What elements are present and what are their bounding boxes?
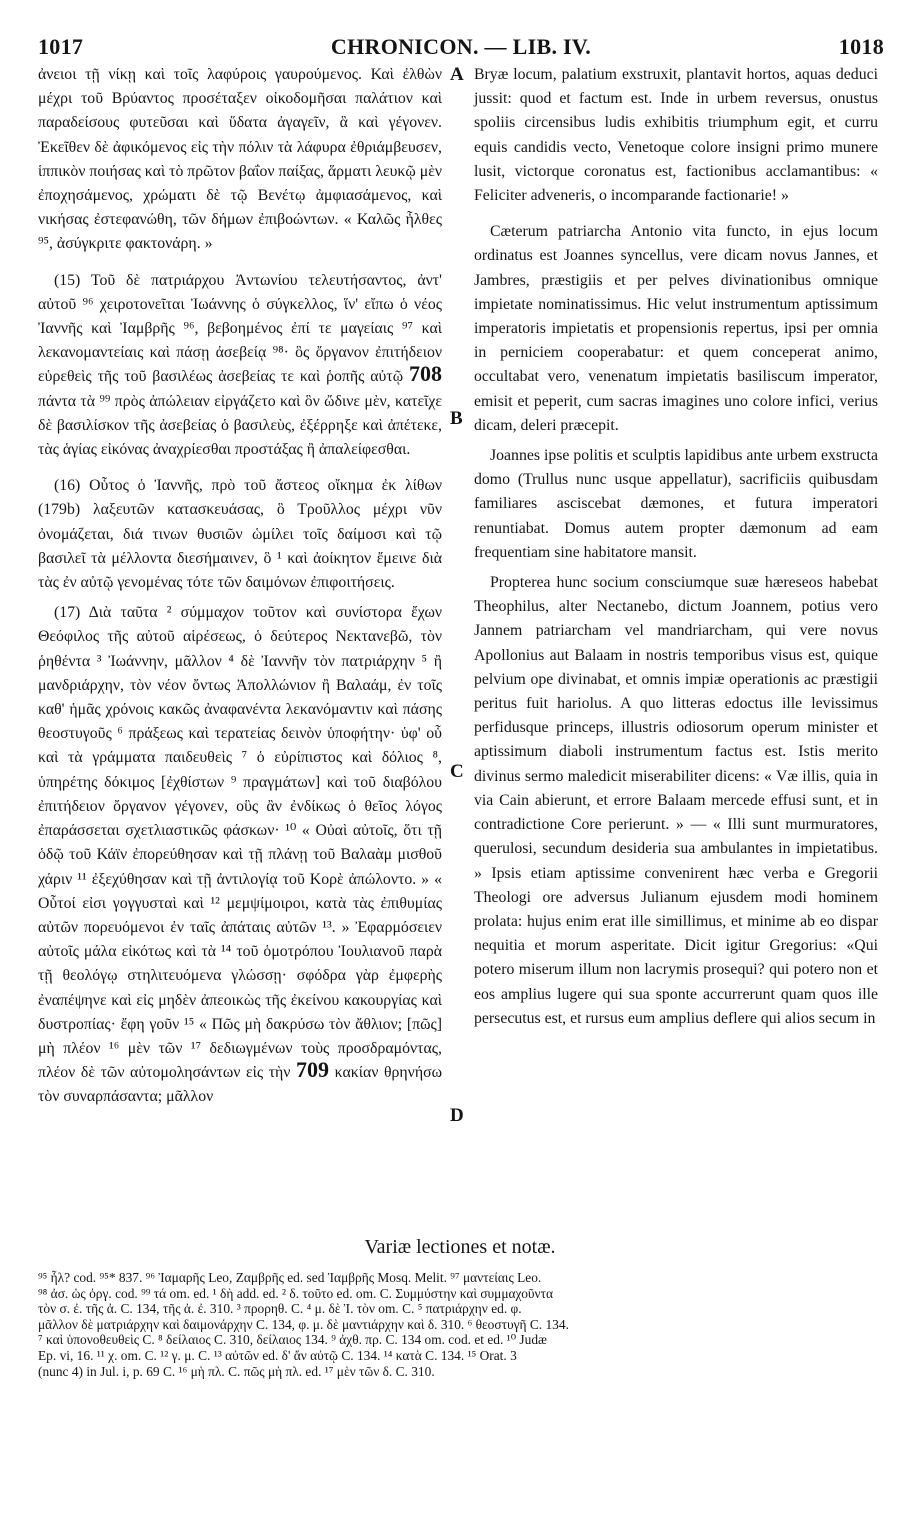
note-line-5: ⁷ καὶ ὑπονοθευθεὶς C. ⁸ δείλαιος C. 310, δείλαιος 134. ⁹ ἀχθ. πρ. C. 134 om. cod. et ed. ¹⁰ Judæ <box>38 1332 547 1348</box>
greek-paragraph-15 <box>38 269 442 463</box>
notes-title: Variæ lectiones et notæ. <box>364 1236 556 1258</box>
greek-paragraph-16: (16) Οὗτος ὁ Ἰαννῆς, πρὸ τοῦ ἄστεος οἴκημα ἐκ λίθων (179b) λαξευτῶν κατασκευάσας, ὃ Τροῦλλος μέχρι νῦν ὀνομάζεται, διά τινων θυσιῶν ὡμίλει τοῖς δαίμοσι καὶ τῷ βασιλεῖ τὰ μέλλοντα διεσήμαινεν, ὃ ¹ καὶ ἀοίκητον ἔμεινε διὰ τὰς ἐν αὐτῷ γενομένας τότε τῶν δαιμόνων ἐπιφοιτήσεις. <box>38 477 442 592</box>
greek-paragraph-17 <box>38 601 442 1109</box>
margin-letter-c: C <box>450 761 464 782</box>
latin-paragraph-2: Cæterum patriarcha Antonio vita functo, in ejus locum ordinatus est Joannes syncellus, vere dicam novus Jannes, et Jambres, præstigiis et per pelves divinationibus omnique impietate nominatissimus. Hic velut instrumentum aptissimum imperatoris impietatis et propensionis repertus, ipsi per omnia in perniciem cooperabatur: et quem conceperat animo, occultabat vero, venenatum impietatis basiliscum imperator, emisit et peperit, cum sacras imagines uno colore infici, verius dicam, deleri præcepit. <box>474 223 878 434</box>
note-line-7: (nunc 4) in Jul. i, p. 69 C. ¹⁶ μὴ πλ. C. πῶς μὴ πλ. ed. ¹⁷ μὲν τῶν δ. C. 310. <box>38 1363 435 1379</box>
variant-readings-notes <box>38 1270 884 1379</box>
latin-paragraph-3: Joannes ipse politis et sculptis lapidibus ante urbem exstructa domo (Trullus nunc usque appellatur), sacrificiis quibusdam familiares asciscebat dæmones, et futura imperatori renuntiabat. Domus autem propter dæmonum ad eam frequentiam sine habitatore mansit. <box>474 447 878 561</box>
greek-paragraph-17-part-2: κακίαν θρηνήσω τὸν συναρπάσαντα; μᾶλλον <box>38 1064 442 1106</box>
latin-column <box>474 63 878 1031</box>
running-title: CHRONICON. — LIB. IV. <box>330 34 592 59</box>
note-line-4: μᾶλλον δὲ ματριάρχην καὶ δαιμονάρχην C. 134, φ. μ. δὲ μαντιάρχην καὶ δ. 310. ⁶ θεοστυγῆ C. 134. <box>38 1316 569 1332</box>
note-line-2: ⁹⁸ ἀσ. ὡς ὀργ. cod. ⁹⁹ τά om. ed. ¹ δὴ add. ed. ² δ. τοῦτο ed. om. C. Συμμύστην καὶ συμμαχοῦντα <box>38 1285 553 1301</box>
page-number-left: 1017 <box>38 34 84 59</box>
greek-paragraph-15-part-1: (15) Τοῦ δὲ πατριάρχου Ἀντωνίου τελευτήσαντος, ἀντ' αὐτοῦ ⁹⁶ χειροτονεῖται Ἰωάννης ὁ σύγκελλος, ἵν' εἴπω ὁ νέος Ἰαννῆς καὶ Ἰαμβρῆς ⁹⁶, βεβοημένος ἐπί τε μαγείαις ⁹⁷ καὶ λεκανομαντείαις καὶ πάσῃ ἀσεβείᾳ ⁹⁸· ὃς ὄργανον ἐπιτήδειον εὑρεθεὶς τῆς τοῦ βασιλέως ἀσεβείας τε καὶ ῥοπῆς αὐτῷ <box>38 271 442 386</box>
note-line-1: ⁹⁵ ἦλ? cod. ⁹⁵* 837. ⁹⁶ Ἰαμαρῆς Leo, Ζαμβρῆς ed. sed Ἰαμβρῆς Mosq. Melit. ⁹⁷ μαντείαις Leo. <box>38 1270 542 1285</box>
column-number-709: 709 <box>296 1057 330 1083</box>
greek-paragraph-17-part-1: (17) Διὰ ταῦτα ² σύμμαχον τοῦτον καὶ συνίστορα ἔχων Θεόφιλος τῆς αὐτοῦ αἱρέσεως, ὁ δεύτερος Νεκτανεβῶ, τὸν ῥηθέντα ³ Ἰωάννην, μᾶλλον ⁴ δὲ Ἰαννῆν τὸν πατριάρχην ⁵ ἢ μανδριάρχην, τὸν νέον ὄντως Ἀπολλώνιον ἢ Βαλαάμ, ἐν τοῖς καθ' ἡμᾶς χρόνοις κακῶς ἀναφανέντα λεκανόμαντιν καὶ πάσης θεοστυγοῦς ⁶ πράξεως καὶ τερατείας δεινὸν ὑποφήτην· ὑφ' οὗ καὶ τὰ γράμματα παιδευθεὶς ⁷ ὁ εὐρίπιστος καὶ δόλιος ⁸, ὑπηρέτης δόκιμος [ἐχθίστων ⁹ πραγμάτων] καὶ τοῦ διαβόλου ἐπιτήδειον ὄργανον γέγονεν, οὓς ἂν ἐνδίκως ὁ θεῖος λόγος ἐπαράσσεται σχετλιαστικῶς φάσκων· ¹⁰ « Οὐαὶ αὐτοῖς, ὅτι τῇ ὁδῷ τοῦ Κάϊν ἐπορεύθησαν καὶ τῇ πλάνῃ τοῦ Βαλαὰμ μισθοῦ χάριν ¹¹ ἐξεχύθησαν καὶ τῇ ἀντιλογίᾳ τοῦ Κορὲ ἀπώλοντο. » « Οὗτοί εἰσι γογγυσταὶ καὶ ¹² μεμψίμοιροι, κατὰ τὰς ἐπιθυμίας αὐτῶν πορευόμενοι ἐν ταῖς ἀπάταις αὐτῶν ¹³. » Ἐφαρμόσειεν αὐτοῖς μάλα εἰκότως καὶ τὰ ¹⁴ τοῦ ὁμοτρόπου Ἰουλιανοῦ παρὰ τῇ θεολόγῳ στηλιτευόμενα γλώσσῃ· σφόδρα γὰρ ἐμφερὴς ἐναπέψηνε καὶ εἰς μηδὲν ἀπεοικὼς τῆς ἐκείνου κακουργίας καὶ δυστροπίας· ἔφη γοῦν ¹⁵ « Πῶς μὴ δακρύσω τὸν ἄθλιον; [πῶς] μὴ πλέον ¹⁶ μὲν τῶν ¹⁷ δεδιωγμένων τοὺς προσδραμόντας, πλέον δὲ τῶν αὐτομολησάντων εἰς τὴν <box>38 604 442 1082</box>
note-line-6: Ep. vi, 16. ¹¹ χ. om. C. ¹² γ. μ. C. ¹³ αὐτῶν ed. δ' ἄν αὐτῷ C. 134. ¹⁴ κατὰ C. 134. ¹⁵ Orat. 3 <box>38 1347 517 1363</box>
running-header <box>38 34 884 62</box>
greek-paragraph-1: ἀνειοι τῇ νίκῃ καὶ τοῖς λαφύροις γαυρούμενος. Καὶ ἐλθὼν μέχρι τοῦ Βρύαντος προσέταξεν οἰκοδομῆσαι παλάτιον καὶ παραδείσους φυτεῦσαι καὶ ὕδατα ἀγαγεῖν, ἃ καὶ γέγονεν. Ἐκεῖθεν δὲ ἀφικόμενος εἰς τὴν πόλιν τὰ λάφυρα ἐθριάμβευσεν, ἱππικὸν ποιήσας καὶ τὸ πρῶτον βαΐον παίξας, ἅρματι λευκῷ μὲν ἐποχησάμενος, χρώματι δὲ τῷ Βενέτῳ ἀμφιασάμενος, καὶ νικήσας ἐστεφανώθη, τῶν δήμων ἐπιβοώντων. « Καλῶς ἦλθες ⁹⁵, ἀσύγκριτε φακτονάρη. » <box>38 66 442 253</box>
latin-paragraph-4: Propterea hunc socium consciumque suæ hæreseos habebat Theophilus, alter Nectanebo, dictum Joannem, potius vero Jannem patriarcham vel mandriarcham, qui vere novus Apollonius aut Balaam in nostris temporibus visus est, quique pelvium ope divinabat, et omnis impiæ operationis ac præstigii peritus fuit hariolus. A quo litteras edoctus ille levissimus perfidusque princeps, illustris odiosorum operum minister et aptissimum diaboli instrumentum factus est. Istis merito divinus sermo maledicit miserabiliter dicens: « Væ illis, quia in via Cain abierunt, et errore Balaam mercede effusi sunt, et in contradictione Core perierunt. » — « Illi sunt murmuratores, querulosi, secundum desideria sua ambulantes in impietatibus. » Ipsis etiam aptissime convenirent hæc verba e Gregorii Theologi ore adversus Julianum ejusdem modi hominem prolata: hujus enim erat ille simillimus, et minime ab eo dispar nequitia et morum asperitate. Dicit igitur Gregorius: «Qui potero miserum illum non lacrymis prosequi? qui potero non et eos amplius lugere qui sua sponte accurrerunt quam quos ille persecutus est, et rursus eum amplius deflere qui alios secum in <box>474 574 878 1027</box>
note-line-3: τὸν σ. ἐ. τῆς ἀ. C. 134, τῆς ἀ. ἐ. 310. ³ προρηθ. C. ⁴ μ. δὲ Ἰ. τὸν om. C. ⁵ πατριάρχην ed. φ. <box>38 1301 522 1317</box>
margin-letter-a: A <box>450 64 464 85</box>
greek-column <box>38 63 442 1110</box>
page-number-right: 1018 <box>838 34 884 59</box>
column-number-708: 708 <box>409 361 443 387</box>
margin-letter-d: D <box>450 1105 464 1126</box>
latin-paragraph-1: Bryæ locum, palatium exstruxit, plantavit hortos, aquas deduci jussit: quod et factum est. Inde in urbem reversus, onustus spoliis circensibus ludis exhibitis triumphum egit, et curru equis candidis vecto, Venetoque colore insigni primo munere lusit, victorque coronatus est, factionibus acclamantibus: « Feliciter adveneris, o incomparande factionarie! » <box>474 66 878 205</box>
greek-paragraph-15-part-2: πάντα τὰ ⁹⁹ πρὸς ἀπώλειαν εἰργάζετο καὶ ὃν ὤδινε μὲν, κατεῖχε δὲ βασιλίσκον τῆς ἀσεβείας ὁ βασιλεὺς, ἐξέρρηξε καὶ ἀπέτεκε, τὰς ἁγίας εἰκόνας ἀναχρίεσθαι προστάξας ἢ ἀπαλείφεσθαι. <box>38 392 442 459</box>
margin-letter-b: B <box>450 408 463 429</box>
